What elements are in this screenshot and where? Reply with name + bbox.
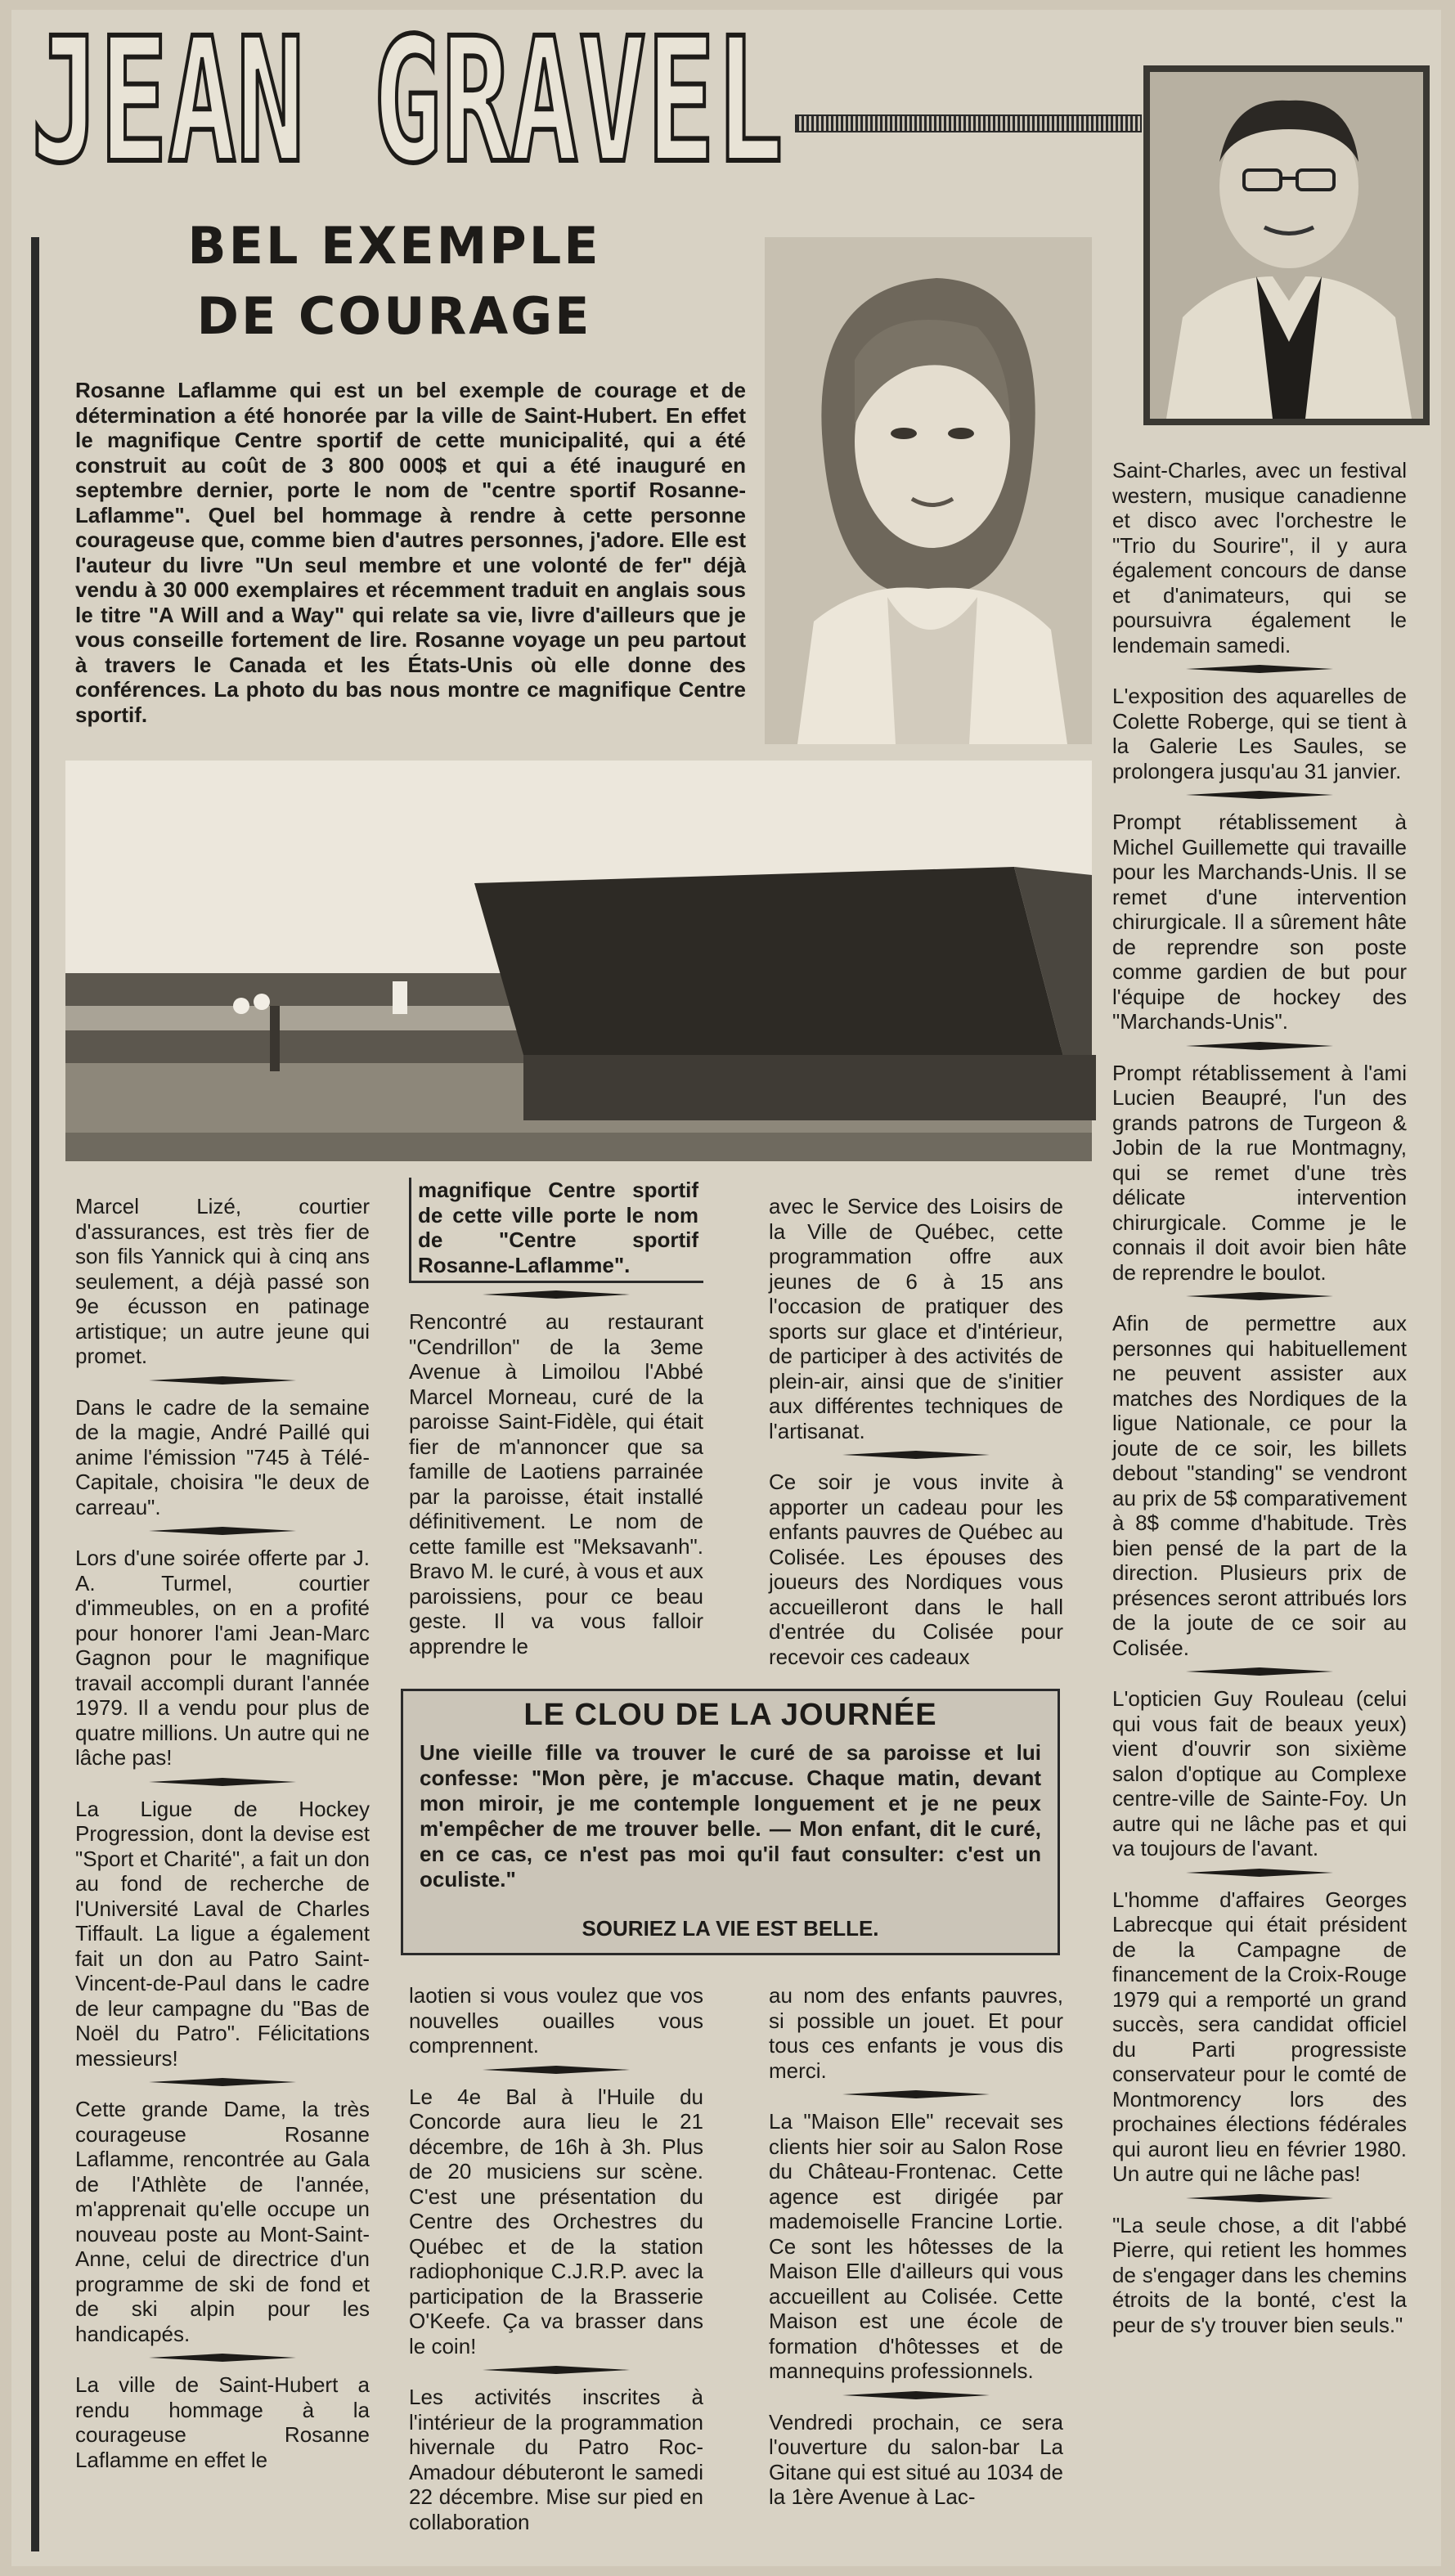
right-column <box>1112 458 1407 2337</box>
right-item-8: "La seule chose, a dit l'abbé Pierre, qui retient les hommes de s'engager dans les chemins étroits de la bonté, c'est la peur de s'y trouver bien seuls." <box>1112 2212 1407 2337</box>
separator-ornament <box>769 1450 1063 1460</box>
column-3-top <box>769 1194 1063 1669</box>
right-item-3: Prompt rétablissement à Michel Guillemette qui travaille pour les Marchands-Unis. Il se remet d'une intervention chirurgicale. Il a sûrement hâte de reprendre son poste comme gardien de but pour l'équipe de hockey des "Marchands-Unis". <box>1112 810 1407 1034</box>
separator-ornament <box>1112 1667 1407 1676</box>
masthead-rule <box>795 114 1142 132</box>
joke-box-footer: SOURIEZ LA VIE EST BELLE. <box>582 1916 879 1941</box>
separator-ornament <box>1112 790 1407 800</box>
col1-item-3: Lors d'une soirée offerte par J. A. Turmel, courtier d'immeubles, on en a profité pour honorer l'ami Jean-Marc Gagnon pour le magnifique travail accompli durant l'année 1979. Il a vendu pour plus de quatre millions. Un autre qui ne lâche pas! <box>75 1546 370 1770</box>
headline-line-2: DE COURAGE <box>196 286 592 346</box>
col3-item-2: Ce soir je vous invite à apporter un cadeau pour les enfants pauvres de Québec au Colisée. Les épouses des joueurs des Nordiques vous accueilleront dans le hall d'entrée du Colisée pour recevoir ces cadeaux <box>769 1470 1063 1669</box>
col1-item-6: La ville de Saint-Hubert a rendu hommage à la courageuse Rosanne Laflamme en effet le <box>75 2372 370 2472</box>
col2-bottom-item-2: Le 4e Bal à l'Huile du Concorde aura lieu le 21 décembre, de 16h à 3h. Plus de 20 musiciens sur scène. C'est une présentation du Centre des Orchestres du Québec et de la station radiophonique C.J.R.P. avec la participation de la Brasserie O'Keefe. Ça va brasser dans le coin! <box>409 2084 703 2358</box>
joke-box-title: LE CLOU DE LA JOURNÉE <box>523 1698 937 1732</box>
col2-bottom-item-1: laotien si vous voulez que vos nouvelles ouailles vous comprennent. <box>409 1983 703 2058</box>
columnist-portrait <box>1143 65 1430 425</box>
separator-ornament <box>75 2353 370 2363</box>
column-1 <box>75 1194 370 2472</box>
col1-item-2: Dans le cadre de la semaine de la magie, André Paillé qui anime l'émission "745 à Télé-Capitale, choisira "le deux de carreau". <box>75 1394 370 1519</box>
headline-line-1: BEL EXEMPLE <box>187 216 601 276</box>
col3-bottom-item-1: au nom des enfants pauvres, si possible un jouet. Et pour tous ces enfants je vous dis merci. <box>769 1983 1063 2083</box>
separator-ornament <box>409 1290 703 1299</box>
col1-item-5: Cette grande Dame, la très courageuse Rosanne Laflamme, rencontrée au Gala de l'Athlète de l'année, m'apprenait qu'elle occupe un nouveau poste au Mont-Saint-Anne, celui de directrice d'un programme de ski de fond et de ski alpin pour les handicapés. <box>75 2097 370 2346</box>
col2-bottom-item-3: Les activités inscrites à l'intérieur de la programmation hivernale du Patro Roc-Amadour débuteront le samedi 22 décembre. Mise sur pied en collaboration <box>409 2385 703 2534</box>
separator-ornament <box>1112 1868 1407 1878</box>
separator-ornament <box>1112 2193 1407 2203</box>
right-item-6: L'opticien Guy Rouleau (celui qui vous fait de beaux yeux) vient d'ouvrir son sixième salon d'optique au Complexe centre-ville de Sainte-Foy. Un autre qui ne lâche pas et qui va toujours de l'avant. <box>1112 1686 1407 1860</box>
right-item-7: L'homme d'affaires Georges Labrecque qui était président de la Campagne de financement de la Croix-Rouge 1979 qui a remporté un grand succès, sera candidat officiel du Parti progressiste conservateur pour le comté de Montmorency lors des prochaines élections fédérales qui auront lieu en février 1980. Un autre qui ne lâche pas! <box>1112 1887 1407 2186</box>
joke-box <box>401 1689 1060 1955</box>
col3-bottom-item-3: Vendredi prochain, ce sera l'ouverture du salon-bar La Gitane qui est situé au 1034 de la 1ère Avenue à Lac- <box>769 2409 1063 2509</box>
separator-ornament <box>409 2365 703 2375</box>
separator-ornament <box>75 2077 370 2087</box>
column-2-bottom <box>409 1983 703 2534</box>
column-2-top <box>409 1178 703 1658</box>
rosanne-laflamme-photo <box>765 237 1092 744</box>
col1-item-1: Marcel Lizé, courtier d'assurances, est très fier de son fils Yannick qui à cinq ans seulement, a déjà passé son 9e écusson en patinage artistique; un autre jeune qui promet. <box>75 1194 370 1368</box>
col3-bottom-item-2: La "Maison Elle" recevait ses clients hier soir au Salon Rose du Château-Frontenac. Cette agence est dirigée par mademoiselle Francine Lortie. Ce sont les hôtesses de la Maison Elle d'ailleurs qui vous accueillent au Colisée. Cette Maison est une école de formation d'hôtesses et de mannequins professionnels. <box>769 2109 1063 2383</box>
intro-paragraph: Rosanne Laflamme qui est un bel exemple de courage et de détermination a été honorée par la ville de Saint-Hubert. En effet le magnifique Centre sportif de cette municipalité, qui a été construit au coût de 3 800 000$ et qui a été inauguré en septembre dernier, porte le nom de "centre sportif Rosanne-Laflamme". Quel bel hommage à rendre à cette personne courageuse que, comme bien d'autres personnes, j'adore. Elle est l'auteur du livre "Un seul membre et une volonté de fer" déjà vendu à 30 000 exemplaires et récemment traduit en anglais sous le titre "A Will and a Way" qui relate sa vie, livre d'ailleurs que je vous conseille fortement de lire. Rosanne voyage un peu partout à travers le Canada et les États-Unis où elle donne des conférences. La photo du bas nous montre ce magnifique Centre sportif. <box>75 378 746 727</box>
separator-ornament <box>75 1526 370 1536</box>
joke-box-text: Une vieille fille va trouver le curé de sa paroisse et lui confesse: "Mon père, je m'accuse. Chaque matin, devant mon miroir, je me contemple longuement et je ne peux m'empêcher de me trouver belle. — Mon enfant, dit le curé, en ce cas, ce n'est pas moi qu'il faut consulter: c'est un oculiste." <box>420 1740 1041 1892</box>
masthead-title <box>25 1 793 201</box>
separator-ornament <box>1112 664 1407 674</box>
right-item-1: Saint-Charles, avec un festival western, musique canadienne et disco avec l'orchestre le "Trio du Sourire", il y aura également concours de danse et d'animateurs, qui se poursuivra également le lendemain samedi. <box>1112 458 1407 657</box>
separator-ornament <box>409 2065 703 2075</box>
col1-item-4: La Ligue de Hockey Progression, dont la devise est "Sport et Charité", a fait un don au fond de recherche de l'Université Laval de Charles Tiffault. La ligue a également fait un don au Patro Saint-Vincent-de-Paul dans le cadre de leur campagne du "Bas de Noël du Patro". Félicitations messieurs! <box>75 1796 370 2071</box>
right-item-2: L'exposition des aquarelles de Colette Roberge, qui se tient à la Galerie Les Saules, se prolongera jusqu'au 31 janvier. <box>1112 684 1407 783</box>
svg-text:JEAN GRAVEL: JEAN GRAVEL <box>31 1 784 201</box>
article-headline <box>182 211 607 352</box>
sports-centre-photo <box>65 761 1092 1161</box>
column-3-bottom <box>769 1983 1063 2510</box>
col3-item-1: avec le Service des Loisirs de la Ville de Québec, cette programmation offre aux jeunes de 6 à 15 ans l'occasion de pratiquer des sports sur glace et d'intérieur, de participer à des activités de plein-air, ainsi que de s'initier aux différentes techniques de l'artisanat. <box>769 1194 1063 1443</box>
col2-item-1: magnifique Centre sportif de cette ville porte le nom de "Centre sportif Rosanne-Laflamme". <box>409 1178 703 1283</box>
right-item-5: Afin de permettre aux personnes qui habituellement ne peuvent assister aux matches des Nordiques de la ligue Nationale, ce pour la joute de ce soir, les billets debout "standing" se vendront au prix de 5$ comparativement à 8$ comme d'habitude. Très bien pensé de la part de la direction. Plusieurs prix de présences seront attribués lors de la joute de ce soir au Colisée. <box>1112 1311 1407 1660</box>
separator-ornament <box>769 2089 1063 2099</box>
right-item-4: Prompt rétablissement à l'ami Lucien Beaupré, l'un des grands patrons de Turgeon & Jobin de la rue Montmagny, qui se remet d'une très délicate intervention chirurgicale. Comme je le connais il doit avoir bien hâte de reprendre le boulot. <box>1112 1060 1407 1285</box>
separator-ornament <box>75 1376 370 1385</box>
separator-ornament <box>769 2390 1063 2400</box>
col2-item-2: Rencontré au restaurant "Cendrillon" de la 3eme Avenue à Limoilou l'Abbé Marcel Morneau, curé de la paroisse Saint-Fidèle, qui était fier de m'annoncer que sa famille de Laotiens parrainée par la paroisse, était installé définitivement. Le nom de cette famille est "Meksavanh". Bravo M. le curé, à vous et aux paroissiens, pour ce beau geste. Il va vous falloir apprendre le <box>409 1309 703 1658</box>
separator-ornament <box>1112 1041 1407 1051</box>
separator-ornament <box>1112 1291 1407 1301</box>
separator-ornament <box>75 1777 370 1787</box>
left-border-rule <box>31 237 39 2551</box>
